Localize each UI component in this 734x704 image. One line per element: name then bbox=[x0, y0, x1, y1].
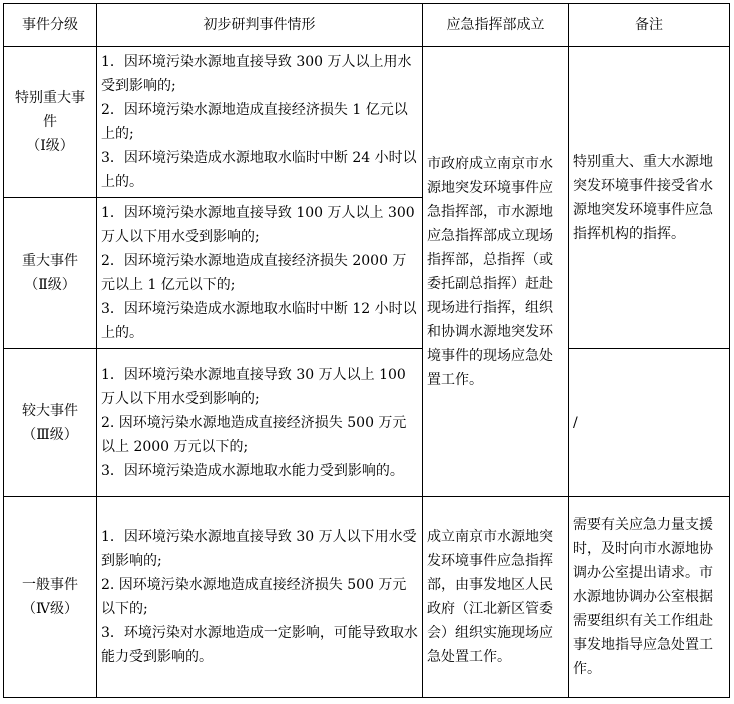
level-cell bbox=[4, 497, 97, 698]
note-major-cell: 特别重大、重大水源地突发环境事件接受省水源地突发环境事件应急指挥机构的指挥。 bbox=[569, 47, 730, 349]
criteria-cell bbox=[97, 497, 423, 698]
criteria-item: 3．因环境污染造成水源地取水临时中断 24 小时以上的。 bbox=[101, 150, 417, 190]
criteria-item: 1．因环境污染水源地直接导致 300 万人以上用水受到影响的; bbox=[101, 54, 412, 94]
level-grade: （Ⅱ级） bbox=[24, 277, 76, 293]
table-row bbox=[4, 47, 730, 198]
table-row bbox=[4, 349, 730, 497]
header-note: 备注 bbox=[569, 4, 730, 47]
criteria-item: 1．因环境污染水源地直接导致 30 万人以下用水受到影响的; bbox=[101, 529, 417, 569]
criteria-item: 2．因环境污染水源地造成直接经济损失 1 亿元以上的; bbox=[101, 102, 408, 142]
table-header-row bbox=[4, 4, 730, 47]
criteria-cell bbox=[97, 349, 423, 497]
table-row bbox=[4, 497, 730, 698]
criteria-item: 2. 因环境污染水源地造成直接经济损失 500 万元以上 2000 万元以下的; bbox=[101, 414, 407, 455]
criteria-item: 3．环境污染对水源地造成一定影响，可能导致取水能力受到影响的。 bbox=[101, 625, 418, 665]
level-grade: （Ⅳ级） bbox=[22, 601, 78, 617]
criteria-cell bbox=[97, 47, 423, 198]
level-name: 较大事件 bbox=[22, 402, 78, 419]
criteria-item: 2．因环境污染水源地造成直接经济损失 2000 万元以上 1 亿元以下的; bbox=[101, 253, 407, 293]
criteria-item: 1．因环境污染水源地直接导致 100 万人以上 300 万人以下用水受到影响的; bbox=[101, 205, 415, 245]
command-major-cell: 市政府成立南京市水源地突发环境事件应急指挥部，市水源地应急指挥部成立现场指挥部，总指挥（或委托副总指挥）赶赴现场进行指挥，组织和协调水源地突发环境事件的现场应急处置工作。 bbox=[423, 47, 569, 497]
level-name: 一般事件 bbox=[22, 577, 78, 593]
level-grade: （Ⅲ级） bbox=[22, 426, 78, 443]
note-larger-cell: / bbox=[569, 349, 730, 497]
command-general-cell: 成立南京市水源地突发环境事件应急指挥部，由事发地区人民政府（江北新区管委会）组织实施现场应急处置工作。 bbox=[423, 497, 569, 698]
criteria-cell bbox=[97, 198, 423, 349]
emergency-level-table bbox=[3, 3, 730, 698]
level-cell bbox=[4, 47, 97, 198]
criteria-item: 2. 因环境污染水源地造成直接经济损失 500 万元以下的; bbox=[101, 577, 407, 617]
criteria-item: 3．因环境污染造成水源地取水临时中断 12 小时以上的。 bbox=[101, 301, 417, 341]
criteria-item: 3．因环境污染造成水源地取水能力受到影响的。 bbox=[101, 462, 404, 479]
level-cell bbox=[4, 198, 97, 349]
header-level: 事件分级 bbox=[4, 4, 97, 47]
level-name: 特别重大事件 bbox=[15, 90, 85, 130]
header-criteria: 初步研判事件情形 bbox=[97, 4, 423, 47]
level-cell bbox=[4, 349, 97, 497]
criteria-item: 1．因环境污染水源地直接导致 30 万人以上 100 万人以下用水受到影响的; bbox=[101, 366, 406, 407]
level-grade: （Ⅰ级） bbox=[26, 138, 74, 154]
header-command: 应急指挥部成立 bbox=[423, 4, 569, 47]
level-name: 重大事件 bbox=[22, 253, 78, 269]
note-general-cell: 需要有关应急力量支援时，及时向市水源地协调办公室提出请求。市水源地协调办公室根据需要组织有关工作组赴事发地指导应急处置工作。 bbox=[569, 497, 730, 698]
